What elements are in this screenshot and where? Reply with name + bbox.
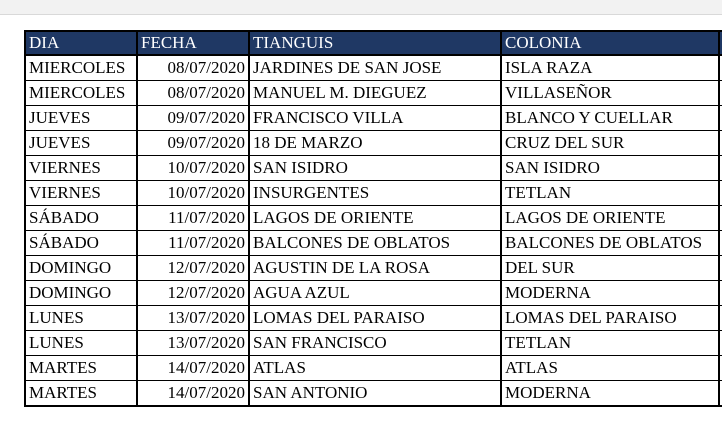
cell-colonia[interactable]: TETLAN [501, 181, 719, 206]
spreadsheet-area [24, 30, 722, 407]
header-fecha[interactable]: FECHA [137, 31, 249, 55]
cell-tianguis[interactable]: MANUEL M. DIEGUEZ [249, 81, 501, 106]
cell-fecha[interactable]: 11/07/2020 [137, 231, 249, 256]
cell-fecha[interactable]: 12/07/2020 [137, 256, 249, 281]
cell-dia[interactable]: MARTES [25, 356, 137, 381]
header-row [25, 31, 722, 55]
cell-dia[interactable]: SÁBADO [25, 231, 137, 256]
table-row [25, 156, 722, 181]
cell-tianguis[interactable]: SAN ANTONIO [249, 381, 501, 407]
cell-tianguis[interactable]: SAN FRANCISCO [249, 331, 501, 356]
cell-tianguis[interactable]: INSURGENTES [249, 181, 501, 206]
header-dia[interactable]: DIA [25, 31, 137, 55]
cell-fecha[interactable]: 13/07/2020 [137, 331, 249, 356]
table-row [25, 131, 722, 156]
cell-dia[interactable]: JUEVES [25, 131, 137, 156]
cell-dia[interactable]: MIERCOLES [25, 55, 137, 81]
table-row [25, 106, 722, 131]
cell-dia[interactable]: DOMINGO [25, 281, 137, 306]
table-row [25, 55, 722, 81]
cell-dia[interactable]: VIERNES [25, 156, 137, 181]
cell-colonia[interactable]: ISLA RAZA [501, 55, 719, 81]
cell-fecha[interactable]: 10/07/2020 [137, 156, 249, 181]
cell-colonia[interactable]: ATLAS [501, 356, 719, 381]
header-colonia[interactable]: COLONIA [501, 31, 719, 55]
cell-fecha[interactable]: 12/07/2020 [137, 281, 249, 306]
cell-dia[interactable]: LUNES [25, 331, 137, 356]
schedule-table [24, 30, 722, 407]
cell-colonia[interactable]: MODERNA [501, 381, 719, 407]
cell-colonia[interactable]: LOMAS DEL PARAISO [501, 306, 719, 331]
cell-tianguis[interactable]: AGUSTIN DE LA ROSA [249, 256, 501, 281]
table-row [25, 81, 722, 106]
cell-colonia[interactable]: MODERNA [501, 281, 719, 306]
cell-dia[interactable]: MARTES [25, 381, 137, 407]
cell-colonia[interactable]: DEL SUR [501, 256, 719, 281]
cell-colonia[interactable]: BALCONES DE OBLATOS [501, 231, 719, 256]
cell-tianguis[interactable]: SAN ISIDRO [249, 156, 501, 181]
cell-colonia[interactable]: SAN ISIDRO [501, 156, 719, 181]
cell-fecha[interactable]: 11/07/2020 [137, 206, 249, 231]
cell-fecha[interactable]: 08/07/2020 [137, 81, 249, 106]
table-row [25, 231, 722, 256]
cell-colonia[interactable]: LAGOS DE ORIENTE [501, 206, 719, 231]
cell-tianguis[interactable]: BALCONES DE OBLATOS [249, 231, 501, 256]
cell-tianguis[interactable]: 18 DE MARZO [249, 131, 501, 156]
cell-dia[interactable]: JUEVES [25, 106, 137, 131]
cell-tianguis[interactable]: LOMAS DEL PARAISO [249, 306, 501, 331]
cell-tianguis[interactable]: ATLAS [249, 356, 501, 381]
cell-dia[interactable]: SÁBADO [25, 206, 137, 231]
table-row [25, 181, 722, 206]
cell-fecha[interactable]: 08/07/2020 [137, 55, 249, 81]
cell-tianguis[interactable]: LAGOS DE ORIENTE [249, 206, 501, 231]
cell-colonia[interactable]: BLANCO Y CUELLAR [501, 106, 719, 131]
cell-fecha[interactable]: 10/07/2020 [137, 181, 249, 206]
cell-fecha[interactable]: 09/07/2020 [137, 131, 249, 156]
cell-dia[interactable]: LUNES [25, 306, 137, 331]
cell-fecha[interactable]: 14/07/2020 [137, 356, 249, 381]
cell-fecha[interactable]: 13/07/2020 [137, 306, 249, 331]
table-row [25, 206, 722, 231]
cell-colonia[interactable]: VILLASEÑOR [501, 81, 719, 106]
table-row [25, 356, 722, 381]
cell-tianguis[interactable]: FRANCISCO VILLA [249, 106, 501, 131]
window-top-band [0, 0, 722, 15]
table-row [25, 381, 722, 407]
cell-colonia[interactable]: TETLAN [501, 331, 719, 356]
header-tianguis[interactable]: TIANGUIS [249, 31, 501, 55]
cell-fecha[interactable]: 14/07/2020 [137, 381, 249, 407]
table-row [25, 306, 722, 331]
table-row [25, 281, 722, 306]
cell-dia[interactable]: MIERCOLES [25, 81, 137, 106]
cell-fecha[interactable]: 09/07/2020 [137, 106, 249, 131]
table-row [25, 331, 722, 356]
cell-colonia[interactable]: CRUZ DEL SUR [501, 131, 719, 156]
cell-dia[interactable]: VIERNES [25, 181, 137, 206]
table-row [25, 256, 722, 281]
cell-tianguis[interactable]: AGUA AZUL [249, 281, 501, 306]
cell-tianguis[interactable]: JARDINES DE SAN JOSE [249, 55, 501, 81]
cell-dia[interactable]: DOMINGO [25, 256, 137, 281]
